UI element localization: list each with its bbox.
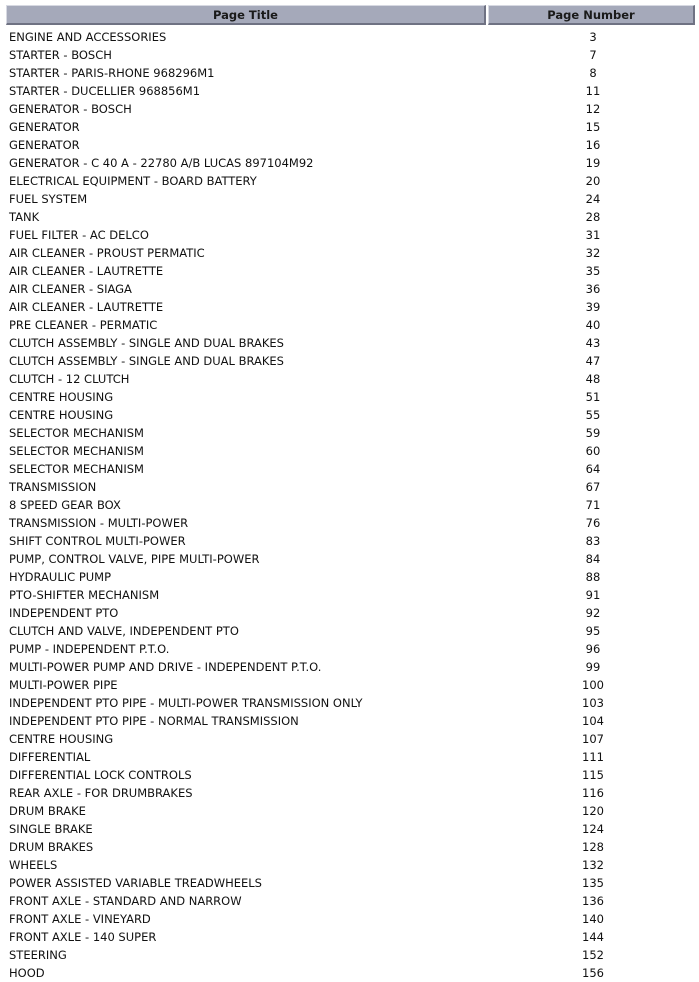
page-number-cell[interactable]: 95 xyxy=(585,624,601,638)
page-title-cell[interactable]: ENGINE AND ACCESSORIES xyxy=(9,30,167,44)
table-row[interactable] xyxy=(6,892,695,910)
page-title-cell[interactable]: CENTRE HOUSING xyxy=(9,732,114,746)
table-body xyxy=(6,28,695,982)
page-number-cell[interactable]: 135 xyxy=(582,876,604,890)
table-row[interactable] xyxy=(6,604,695,622)
table-row[interactable] xyxy=(6,514,695,532)
page-number-cell[interactable]: 92 xyxy=(585,606,601,620)
page-title-cell[interactable]: PUMP - INDEPENDENT P.T.O. xyxy=(9,642,170,656)
page-title-cell[interactable]: CLUTCH - 12 CLUTCH xyxy=(9,372,130,386)
page-title-cell[interactable]: SELECTOR MECHANISM xyxy=(9,462,144,476)
page-title-cell[interactable]: REAR AXLE - FOR DRUMBRAKES xyxy=(9,786,193,800)
page-number-cell[interactable]: 15 xyxy=(585,120,601,134)
page-title-cell[interactable]: PRE CLEANER - PERMATIC xyxy=(9,318,158,332)
page-number-cell[interactable]: 32 xyxy=(585,246,601,260)
table-row[interactable] xyxy=(6,460,695,478)
page-title-cell[interactable]: STARTER - BOSCH xyxy=(9,48,112,62)
page-title-cell[interactable]: DIFFERENTIAL xyxy=(9,750,91,764)
table-row[interactable] xyxy=(6,622,695,640)
page-title-cell[interactable]: GENERATOR - BOSCH xyxy=(9,102,132,116)
page-number-cell[interactable]: 7 xyxy=(589,48,597,62)
page-title-cell[interactable]: STARTER - DUCELLIER 968856M1 xyxy=(9,84,201,98)
page-number-cell[interactable]: 132 xyxy=(582,858,604,872)
page-title-cell[interactable]: WHEELS xyxy=(9,858,58,872)
table-row[interactable] xyxy=(6,226,695,244)
page-number-cell[interactable]: 144 xyxy=(582,930,604,944)
page-title-cell[interactable]: POWER ASSISTED VARIABLE TREADWHEELS xyxy=(9,876,262,890)
table-row[interactable] xyxy=(6,208,695,226)
table-row[interactable] xyxy=(6,766,695,784)
page-title-cell[interactable]: AIR CLEANER - LAUTRETTE xyxy=(9,264,164,278)
page-number-cell[interactable]: 104 xyxy=(582,714,604,728)
page-number-cell[interactable]: 39 xyxy=(585,300,601,314)
page-number-cell[interactable]: 48 xyxy=(585,372,601,386)
table-row[interactable] xyxy=(6,64,695,82)
page-title-cell[interactable]: SINGLE BRAKE xyxy=(9,822,93,836)
table-row[interactable] xyxy=(6,730,695,748)
page-number-cell[interactable]: 71 xyxy=(585,498,601,512)
page-title-cell[interactable]: INDEPENDENT PTO PIPE - NORMAL TRANSMISSION xyxy=(9,714,299,728)
table-row[interactable] xyxy=(6,424,695,442)
page-number-cell[interactable]: 115 xyxy=(582,768,604,782)
page-title-cell[interactable]: MULTI-POWER PUMP AND DRIVE - INDEPENDENT P.T.O. xyxy=(9,660,322,674)
page-title-cell[interactable]: 8 SPEED GEAR BOX xyxy=(9,498,121,512)
page-number-cell[interactable]: 8 xyxy=(589,66,597,80)
page-title-cell[interactable]: GENERATOR - C 40 A - 22780 A/B LUCAS 897104M92 xyxy=(9,156,314,170)
table-row[interactable] xyxy=(6,316,695,334)
page-number-cell[interactable]: 16 xyxy=(585,138,601,152)
page-title-cell[interactable]: CLUTCH ASSEMBLY - SINGLE AND DUAL BRAKES xyxy=(9,354,284,368)
page-number-cell[interactable]: 43 xyxy=(585,336,601,350)
page-number-cell[interactable]: 76 xyxy=(585,516,601,530)
table-row[interactable] xyxy=(6,676,695,694)
page-title-cell[interactable]: CENTRE HOUSING xyxy=(9,408,114,422)
page-title-cell[interactable]: AIR CLEANER - PROUST PERMATIC xyxy=(9,246,205,260)
page-title-cell[interactable]: SELECTOR MECHANISM xyxy=(9,426,144,440)
page-number-cell[interactable]: 88 xyxy=(585,570,601,584)
page-title-cell[interactable]: HOOD xyxy=(9,966,45,980)
page-title-cell[interactable]: SELECTOR MECHANISM xyxy=(9,444,144,458)
page-title-cell[interactable]: TANK xyxy=(9,210,40,224)
page-number-cell[interactable]: 19 xyxy=(585,156,601,170)
page-number-cell[interactable]: 152 xyxy=(582,948,604,962)
page-number-cell[interactable]: 156 xyxy=(582,966,604,980)
table-row[interactable] xyxy=(6,244,695,262)
page-title-cell[interactable]: FRONT AXLE - VINEYARD xyxy=(9,912,151,926)
table-row[interactable] xyxy=(6,262,695,280)
page-number-cell[interactable]: 136 xyxy=(582,894,604,908)
page-number-cell[interactable]: 20 xyxy=(585,174,601,188)
header-row xyxy=(6,5,695,25)
table-row[interactable] xyxy=(6,280,695,298)
page-number-cell[interactable]: 55 xyxy=(585,408,601,422)
page-title-cell[interactable]: FRONT AXLE - 140 SUPER xyxy=(9,930,157,944)
table-row[interactable] xyxy=(6,658,695,676)
table-row[interactable] xyxy=(6,820,695,838)
page-number-cell[interactable]: 51 xyxy=(585,390,601,404)
page-title-cell[interactable]: GENERATOR xyxy=(9,120,80,134)
page-number-cell[interactable]: 12 xyxy=(585,102,601,116)
page-number-cell[interactable]: 3 xyxy=(589,30,597,44)
page-title-cell[interactable]: DIFFERENTIAL LOCK CONTROLS xyxy=(9,768,192,782)
page-title-cell[interactable]: DRUM BRAKE xyxy=(9,804,86,818)
page-number-cell[interactable]: 124 xyxy=(582,822,604,836)
table-row[interactable] xyxy=(6,586,695,604)
table-row[interactable] xyxy=(6,928,695,946)
page-number-cell[interactable]: 47 xyxy=(585,354,601,368)
page-number-cell[interactable]: 60 xyxy=(585,444,601,458)
page-title-cell[interactable]: STARTER - PARIS-RHONE 968296M1 xyxy=(9,66,215,80)
table-row[interactable] xyxy=(6,352,695,370)
page-title-cell[interactable]: SHIFT CONTROL MULTI-POWER xyxy=(9,534,186,548)
page-title-cell[interactable]: FUEL SYSTEM xyxy=(9,192,88,206)
page-number-cell[interactable]: 100 xyxy=(582,678,604,692)
page-number-cell[interactable]: 31 xyxy=(585,228,601,242)
table-row[interactable] xyxy=(6,172,695,190)
table-row[interactable] xyxy=(6,784,695,802)
page-number-cell[interactable]: 103 xyxy=(582,696,604,710)
page-number-cell[interactable]: 11 xyxy=(585,84,601,98)
page-title-cell[interactable]: TRANSMISSION xyxy=(9,480,97,494)
page-title-cell[interactable]: INDEPENDENT PTO xyxy=(9,606,119,620)
table-row[interactable] xyxy=(6,712,695,730)
table-row[interactable] xyxy=(6,136,695,154)
page-number-cell[interactable]: 28 xyxy=(585,210,601,224)
page-title-cell[interactable]: INDEPENDENT PTO PIPE - MULTI-POWER TRANSMISSION ONLY xyxy=(9,696,363,710)
page-title-cell[interactable]: CENTRE HOUSING xyxy=(9,390,114,404)
page-title-cell[interactable]: CLUTCH AND VALVE, INDEPENDENT PTO xyxy=(9,624,239,638)
table-row[interactable] xyxy=(6,370,695,388)
page-title-cell[interactable]: TRANSMISSION - MULTI-POWER xyxy=(9,516,189,530)
table-row[interactable] xyxy=(6,550,695,568)
table-row[interactable] xyxy=(6,568,695,586)
page-number-cell[interactable]: 67 xyxy=(585,480,601,494)
page-title-cell[interactable]: FRONT AXLE - STANDARD AND NARROW xyxy=(9,894,242,908)
page-number-cell[interactable]: 83 xyxy=(585,534,601,548)
table-row[interactable] xyxy=(6,640,695,658)
table-row[interactable] xyxy=(6,910,695,928)
page-title-cell[interactable]: ELECTRICAL EQUIPMENT - BOARD BATTERY xyxy=(9,174,257,188)
table-row[interactable] xyxy=(6,334,695,352)
page-index-table xyxy=(4,5,697,982)
table-row[interactable] xyxy=(6,100,695,118)
table-row[interactable] xyxy=(6,532,695,550)
table-row[interactable] xyxy=(6,298,695,316)
table-row[interactable] xyxy=(6,388,695,406)
table-row[interactable] xyxy=(6,946,695,964)
page-number-cell[interactable]: 128 xyxy=(582,840,604,854)
page-title-cell[interactable]: PTO-SHIFTER MECHANISM xyxy=(9,588,160,602)
page-number-cell[interactable]: 24 xyxy=(585,192,601,206)
table-row[interactable] xyxy=(6,82,695,100)
table-row[interactable] xyxy=(6,856,695,874)
page-number-cell[interactable]: 140 xyxy=(582,912,604,926)
table-row[interactable] xyxy=(6,118,695,136)
page-number-cell[interactable]: 40 xyxy=(585,318,601,332)
page-title-cell[interactable]: AIR CLEANER - SIAGA xyxy=(9,282,132,296)
page-number-cell[interactable]: 84 xyxy=(585,552,601,566)
page-number-cell[interactable]: 35 xyxy=(585,264,601,278)
column-header-page-title[interactable]: Page Title xyxy=(6,5,486,25)
table-row[interactable] xyxy=(6,748,695,766)
page-title-cell[interactable]: STEERING xyxy=(9,948,67,962)
table-row[interactable] xyxy=(6,190,695,208)
page-number-cell[interactable]: 91 xyxy=(585,588,601,602)
table-row[interactable] xyxy=(6,46,695,64)
table-row[interactable] xyxy=(6,478,695,496)
page-title-cell[interactable]: MULTI-POWER PIPE xyxy=(9,678,118,692)
page-number-cell[interactable]: 116 xyxy=(582,786,604,800)
page-number-cell[interactable]: 36 xyxy=(585,282,601,296)
page-title-cell[interactable]: PUMP, CONTROL VALVE, PIPE MULTI-POWER xyxy=(9,552,260,566)
page-number-cell[interactable]: 64 xyxy=(585,462,601,476)
page-number-cell[interactable]: 59 xyxy=(585,426,601,440)
table-row[interactable] xyxy=(6,28,695,46)
page-number-cell[interactable]: 111 xyxy=(582,750,604,764)
table-row[interactable] xyxy=(6,964,695,982)
table-row[interactable] xyxy=(6,802,695,820)
page-title-cell[interactable]: AIR CLEANER - LAUTRETTE xyxy=(9,300,164,314)
page-number-cell[interactable]: 107 xyxy=(582,732,604,746)
page-title-cell[interactable]: FUEL FILTER - AC DELCO xyxy=(9,228,149,242)
page-title-cell[interactable]: DRUM BRAKES xyxy=(9,840,94,854)
table-row[interactable] xyxy=(6,496,695,514)
table-row[interactable] xyxy=(6,838,695,856)
page-title-cell[interactable]: CLUTCH ASSEMBLY - SINGLE AND DUAL BRAKES xyxy=(9,336,284,350)
column-header-page-number[interactable]: Page Number xyxy=(488,5,695,25)
page-number-cell[interactable]: 99 xyxy=(585,660,601,674)
table-row[interactable] xyxy=(6,874,695,892)
table-row[interactable] xyxy=(6,442,695,460)
page-number-cell[interactable]: 120 xyxy=(582,804,604,818)
page-number-cell[interactable]: 96 xyxy=(585,642,601,656)
table-row[interactable] xyxy=(6,694,695,712)
page-title-cell[interactable]: GENERATOR xyxy=(9,138,80,152)
table-row[interactable] xyxy=(6,406,695,424)
table-row[interactable] xyxy=(6,154,695,172)
page-title-cell[interactable]: HYDRAULIC PUMP xyxy=(9,570,112,584)
